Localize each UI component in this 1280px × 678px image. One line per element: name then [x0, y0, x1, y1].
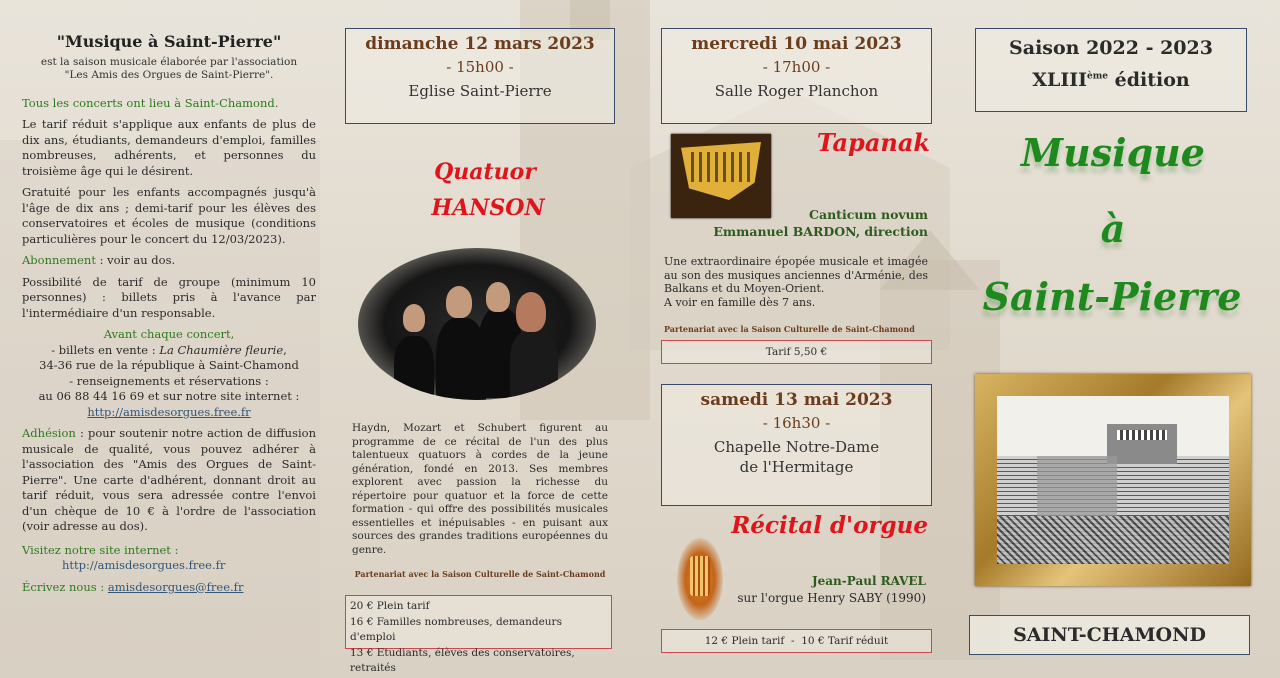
- price-family: 16 € Familles nombreuses, demandeurs d'emploi: [350, 615, 562, 643]
- city-box: [969, 615, 1250, 655]
- visit-label: Visitez notre site internet :: [22, 542, 179, 557]
- cover-title-line1: Musique: [1021, 130, 1205, 175]
- free-entry-text: Gratuité pour les enfants accompagnés jusqu'à l'âge de dix ans ; demi-tarif pour les élèves des conservatoires et écoles de musique (conditions particulières pour le concert du 12/03/2023).: [22, 185, 316, 246]
- concert1-date: dimanche 12 mars 2023: [365, 34, 595, 54]
- info-line: - renseignements et réservations :: [69, 373, 269, 388]
- edition-label: XLIIIème édition: [1032, 69, 1190, 91]
- venue-note: Tous les concerts ont lieu à Saint-Chamond.: [22, 95, 279, 110]
- concert2-partner: Partenariat avec la Saison Culturelle de Saint-Chamond: [664, 324, 915, 334]
- quartet-photo: [358, 248, 596, 400]
- before-concert-heading: Avant chaque concert,: [103, 327, 235, 341]
- concert2-performers: [700, 206, 928, 240]
- concert2-title: Tapanak: [816, 128, 930, 157]
- membership-text: Adhésion : pour soutenir notre action de diffusion musicale de qualité, vous pouvez adhérer à l'association des "Amis des Orgues de Saint-Pierre". Une carte d'adhérent, donnant droit au tarif réduit, vous sera adressée contre l'envoi d'un chèque de 10 € à l'ordre de l'association (voir adresse au dos).: [22, 426, 316, 533]
- cover-title-line3: Saint-Pierre: [982, 274, 1242, 319]
- email-link[interactable]: amisdesorgues@free.fr: [107, 579, 244, 594]
- concert3-time: - 16h30 -: [762, 414, 831, 432]
- director-name: Emmanuel BARDON, direction: [713, 224, 928, 239]
- site-link[interactable]: http://amisdesorgues.free.fr: [87, 404, 251, 419]
- info-column: [22, 34, 316, 595]
- concert2-venue: Salle Roger Planchon: [714, 82, 879, 100]
- concert2-description: Une extraordinaire épopée musicale et imagée au son des musiques anciennes d'Arménie, des Balkans et du Moyen-Orient. A voir en famille dès 7 ans.: [664, 255, 928, 309]
- tickets-address: 34-36 rue de la république à Saint-Chamond: [39, 358, 299, 372]
- concert3-title: Récital d'orgue: [731, 512, 928, 539]
- price-student: 13 € Etudiants, élèves des conservatoires, retraités: [350, 646, 575, 674]
- reduced-rate-text: Le tarif réduit s'applique aux enfants de plus de dix ans, étudiants, demandeurs d'emploi, familles nombreuses, adhérents, et personnes du troisième âge qui le désirent.: [22, 117, 316, 178]
- tickets-line: - billets en vente : La Chaumière fleurie,: [51, 342, 287, 357]
- concert3-date: samedi 13 mai 2023: [700, 390, 893, 410]
- performer-name: Jean-Paul RAVEL: [811, 574, 926, 588]
- group-rate-text: Possibilité de tarif de groupe (minimum 10 personnes) : billets pris à l'avance par l'intermédiaire d'un responsable.: [22, 274, 316, 320]
- concert3-venue-line1: Chapelle Notre-Dame: [713, 438, 880, 456]
- concert3-date-box: [661, 384, 932, 506]
- concert2-price-box: Tarif 5,50 €: [661, 340, 932, 364]
- concert1-description: Haydn, Mozart et Schubert figurent au programme de ce récital de l'un des plus talentueux quatuors à cordes de la jeune génération, fondé en 2013. Ses membres explorent avec passion la richesse du répertoire pour quatuor et la force de cette formation - qui offre des possibilités musicales essentielles et inépuisables - en puisant aux sources des grandes traditions européennes du genre.: [352, 422, 608, 556]
- concert2-date-box: [661, 28, 932, 124]
- subscription-text: Abonnement : voir au dos.: [22, 253, 176, 267]
- price-full: 20 € Plein tarif: [350, 600, 430, 612]
- cover-title-line2: à: [1100, 206, 1126, 251]
- season-label: Saison 2022 - 2023: [1009, 37, 1213, 59]
- concert3-performer-block: [730, 573, 926, 607]
- organ-image: [677, 538, 723, 620]
- concert2-date: mercredi 10 mai 2023: [691, 34, 902, 54]
- framed-engraving: [975, 374, 1251, 586]
- ensemble-name: Canticum novum: [809, 207, 928, 222]
- concert1-price-box: [345, 595, 612, 674]
- concert1-partner: Partenariat avec la Saison Culturelle de Saint-Chamond: [354, 569, 606, 579]
- concert1-title: Quatuor HANSON: [431, 159, 545, 221]
- phone-line: au 06 88 44 16 69 et sur notre site internet :: [38, 389, 300, 403]
- concert1-time: - 15h00 -: [446, 58, 514, 76]
- concert3-venue-line2: de l'Hermitage: [739, 458, 854, 476]
- city-label: SAINT-CHAMOND: [1013, 624, 1206, 646]
- concert1-date-box: [345, 28, 615, 124]
- season-box: [975, 28, 1247, 112]
- series-subtitle: est la saison musicale élaborée par l'association "Les Amis des Orgues de Saint-Pierre".: [40, 55, 298, 81]
- instrument-name: sur l'orgue Henry SABY (1990): [737, 591, 926, 605]
- concert3-price-box: 12 € Plein tarif - 10 € Tarif réduit: [661, 629, 932, 653]
- concert2-time: - 17h00 -: [762, 58, 831, 76]
- concert1-venue: Eglise Saint-Pierre: [408, 82, 552, 100]
- series-title: "Musique à Saint-Pierre": [56, 32, 282, 51]
- visit-url-link[interactable]: http://amisdesorgues.free.fr: [62, 558, 226, 572]
- write-line: Écrivez nous : amisdesorgues@free.fr: [22, 579, 244, 594]
